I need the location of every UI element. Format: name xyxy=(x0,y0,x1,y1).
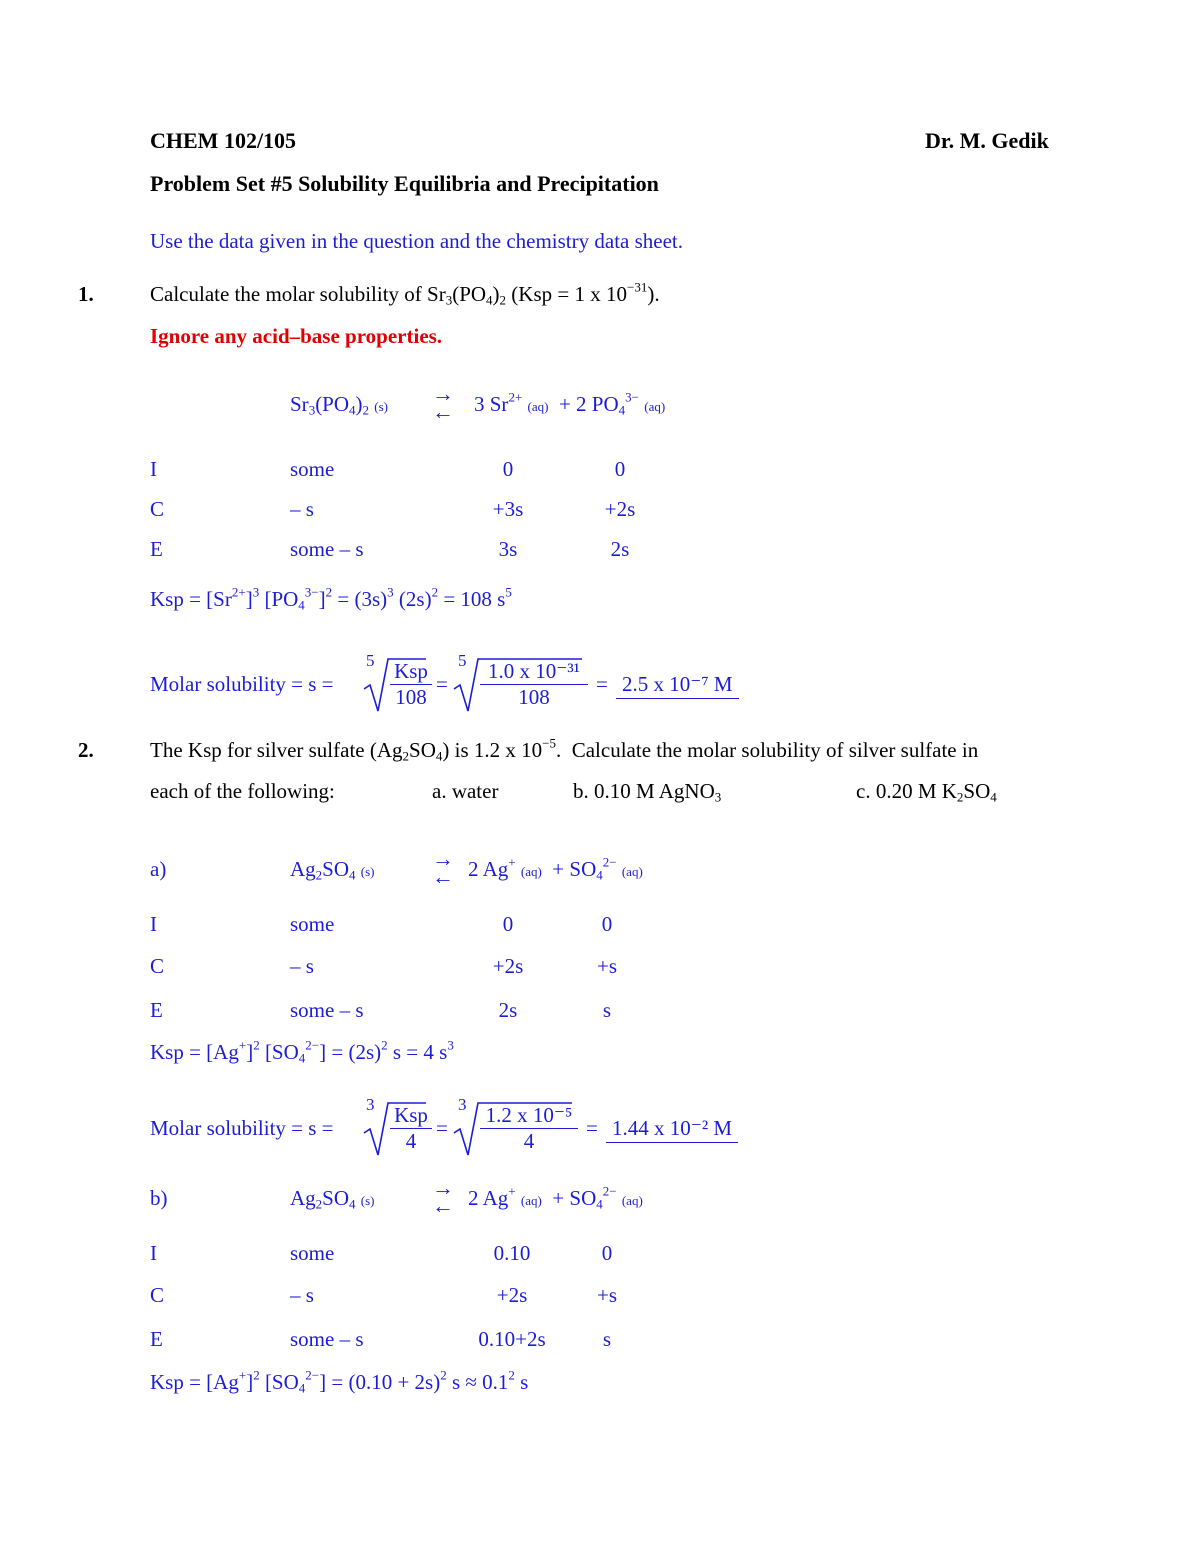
author-name: Dr. M. Gedik xyxy=(925,128,1049,153)
equilibrium-arrow-icon: → ← xyxy=(432,846,454,889)
part-b-ksp-expression: Ksp = $[Ag^+]^2$ $[SO_4^{2-}] = (0.10 + 2s)^2$ $s \approx 0.1^2$ s xyxy=(150,1367,529,1396)
ice-cell-i-label: I xyxy=(150,457,157,481)
ice-cell-c-b: +s xyxy=(596,1283,617,1307)
question-2-text: The Ksp for silver sulfate $(Ag_2SO_4)$ is 1.2 x $10^{-5}$. Calculate the molar solubility of silver sulfate in xyxy=(150,735,979,764)
root-index: 5 xyxy=(458,651,467,670)
part-b-products: 2 Ag+ $(aq) + SO_4^{2-}$ (aq) xyxy=(468,1183,643,1212)
ice-cell-c-b: +2s xyxy=(604,497,636,521)
option-a: a. water xyxy=(432,779,499,803)
question-1-text: Calculate the molar solubility of $Sr_3(PO_4)_2$ (Ksp = 1 x $10^{-31}$). xyxy=(150,279,660,308)
equals-sign: = xyxy=(586,1116,598,1140)
q1-molar-label: Molar solubility = s = xyxy=(150,672,334,696)
ice-cell-e-solid: some – s xyxy=(290,537,364,561)
ice-cell-e-label: E xyxy=(150,537,163,561)
fraction-numerator: 1.2 x 10⁻⁵ xyxy=(480,1103,578,1129)
part-a-products: 2 Ag+ $(aq) + SO_4^{2-}$ (aq) xyxy=(468,854,643,883)
equilibrium-arrow-icon: → ← xyxy=(432,1175,454,1218)
fraction-numerator: 1.0 x 10⁻³¹ xyxy=(480,659,588,685)
q1-reactant: $Sr_3(PO_4)_2$ (s) xyxy=(290,392,388,418)
equilibrium-arrow-icon: → ← xyxy=(432,381,454,424)
q1-products: 3 $Sr^{2+}$ (aq) + 2 $PO_4^{3-}$ (aq) xyxy=(474,389,666,418)
ice-cell-c-a: +2s xyxy=(492,954,524,978)
ice-cell-i-b: 0 xyxy=(614,457,626,481)
answer-value: 2.5 x 10⁻⁷ M xyxy=(616,672,739,699)
course-title: CHEM 102/105 xyxy=(150,128,297,153)
ice-cell-e-b: 2s xyxy=(610,537,630,561)
ice-cell-c-a: +3s xyxy=(492,497,524,521)
problem-set-title: Problem Set #5 Solubility Equilibria and Precipitation xyxy=(150,171,659,196)
warning-text: Ignore any acid–base properties. xyxy=(150,324,443,348)
question-1-number: 1. xyxy=(78,282,94,306)
ice-cell-e-a: 0.10+2s xyxy=(478,1327,546,1351)
instruction-text: Use the data given in the question and the chemistry data sheet. xyxy=(150,229,684,253)
ice-cell-c-a: +2s xyxy=(496,1283,528,1307)
answer-value: 1.44 x 10⁻² M xyxy=(606,1116,738,1143)
ice-cell-i-b: 0 xyxy=(601,912,613,936)
q1-ksp-expression: Ksp = $[Sr^{2+}]^3$ $[PO_4^{3-}]^2 = (3s)^3$ $(2s)^2 = 108$ $s^5$ xyxy=(150,584,512,613)
part-a-reactant: $Ag_2SO_4$ (s) xyxy=(290,857,375,883)
fraction-numerator: Ksp xyxy=(390,1103,432,1129)
ice-cell-c-solid: – s xyxy=(290,954,314,978)
ice-cell-c-label: C xyxy=(150,954,165,978)
fraction-denominator: 108 xyxy=(395,685,427,709)
part-a-label: a) xyxy=(150,857,167,881)
ice-cell-e-solid: some – s xyxy=(290,998,364,1022)
ice-cell-c-solid: – s xyxy=(290,1283,314,1307)
ice-cell-c-label: C xyxy=(150,497,165,521)
ice-cell-i-solid: some xyxy=(290,1241,335,1265)
equals-sign: = xyxy=(596,672,608,696)
part-b-label: b) xyxy=(150,1186,168,1210)
ice-cell-c-solid: – s xyxy=(290,497,314,521)
ice-cell-i-solid: some xyxy=(290,457,335,481)
part-a-ksp-expression: Ksp = $[Ag^+]^2$ $[SO_4^{2-}] = (2s)^2$ s = 4 $s^3$ xyxy=(150,1037,454,1066)
ice-cell-i-label: I xyxy=(150,1241,157,1265)
ice-cell-i-a: 0 xyxy=(502,912,514,936)
fraction-numerator: Ksp xyxy=(390,659,432,685)
part-b-reactant: $Ag_2SO_4$ (s) xyxy=(290,1186,375,1212)
ice-cell-e-b: s xyxy=(602,998,612,1022)
ice-cell-i-solid: some xyxy=(290,912,335,936)
ice-cell-i-label: I xyxy=(150,912,157,936)
question-2-text-line2: each of the following: xyxy=(150,779,335,803)
equals-sign: = xyxy=(436,1116,448,1140)
part-a-molar-label: Molar solubility = s = xyxy=(150,1116,334,1140)
ice-cell-i-a: 0 xyxy=(502,457,514,481)
root-index: 3 xyxy=(366,1095,375,1114)
ice-cell-c-label: C xyxy=(150,1283,165,1307)
ice-cell-e-b: s xyxy=(602,1327,612,1351)
ice-cell-i-a: 0.10 xyxy=(493,1241,531,1265)
question-2-number: 2. xyxy=(78,738,94,762)
ice-cell-e-label: E xyxy=(150,998,163,1022)
ice-cell-i-b: 0 xyxy=(601,1241,613,1265)
option-c: c. 0.20 M $K_2SO_4$ xyxy=(856,779,997,805)
ice-cell-e-solid: some – s xyxy=(290,1327,364,1351)
fraction-denominator: 4 xyxy=(405,1129,417,1153)
fraction-denominator: 108 xyxy=(518,685,550,709)
ice-cell-e-label: E xyxy=(150,1327,163,1351)
ice-cell-c-b: +s xyxy=(596,954,617,978)
ice-cell-e-a: 3s xyxy=(498,537,518,561)
root-index: 5 xyxy=(366,651,375,670)
fraction-denominator: 4 xyxy=(523,1129,535,1153)
equals-sign: = xyxy=(436,672,448,696)
option-b: b. 0.10 M AgNO$_3$ xyxy=(573,779,722,805)
root-index: 3 xyxy=(458,1095,467,1114)
ice-cell-e-a: 2s xyxy=(498,998,518,1022)
